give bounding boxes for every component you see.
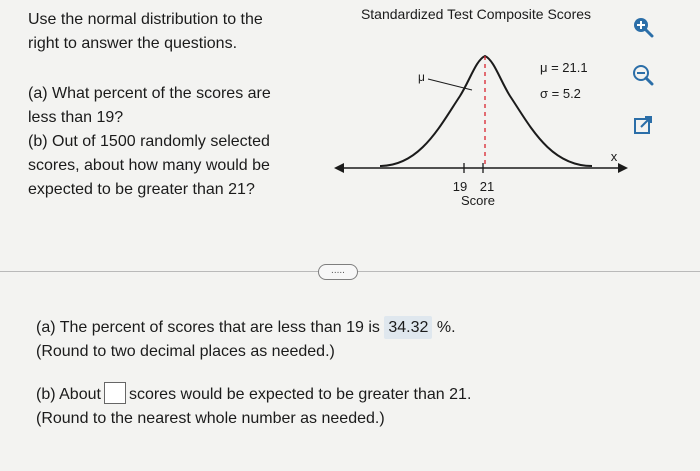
answer-b-suffix: scores would be expected to be greater than 21. (128, 386, 472, 403)
answer-a-value[interactable]: 34.32 (384, 316, 432, 339)
mu-marker: μ (418, 70, 425, 84)
more-options-button[interactable]: ..... (318, 264, 358, 280)
tick-label-21: 21 (479, 179, 495, 194)
answer-b-input[interactable] (104, 382, 126, 404)
normal-distribution-figure (330, 6, 630, 221)
question-intro: Use the normal distribution to the right to answer the questions. (28, 11, 263, 52)
answer-a-hint: (Round to two decimal places as needed.) (36, 343, 335, 360)
zoom-in-button[interactable] (630, 14, 656, 40)
zoom-out-icon (632, 64, 654, 86)
figure-title: Standardized Test Composite Scores (360, 6, 592, 22)
tick-label-19: 19 (452, 179, 468, 194)
mean-label: μ = 21.1 (540, 60, 588, 75)
answer-section (36, 316, 656, 431)
x-axis-left-arrow (334, 163, 344, 173)
answer-b-hint: (Round to the nearest whole number as needed.) (36, 410, 385, 427)
normal-curve-graph (330, 6, 630, 221)
x-axis-label: Score (461, 193, 495, 208)
zoom-out-button[interactable] (630, 62, 656, 88)
x-axis-right-arrow (618, 163, 628, 173)
answer-b-line (36, 382, 656, 407)
answer-a-prefix: (a) The percent of scores that are less than 19 is (36, 319, 380, 336)
question-part-b: (b) Out of 1500 randomly selected scores, about how many would be expected to be greater than 21? (28, 133, 270, 198)
answer-a-line (36, 316, 656, 340)
sd-label: σ = 5.2 (540, 86, 581, 101)
zoom-in-icon (632, 16, 654, 38)
question-part-a: (a) What percent of the scores are less than 19? (28, 85, 271, 126)
answer-a-suffix: %. (436, 319, 456, 336)
external-link-icon (632, 114, 654, 136)
open-external-button[interactable] (630, 112, 656, 138)
answer-b-prefix: (b) About (36, 386, 101, 403)
x-axis-symbol: x (610, 149, 618, 164)
question-text (28, 8, 298, 202)
